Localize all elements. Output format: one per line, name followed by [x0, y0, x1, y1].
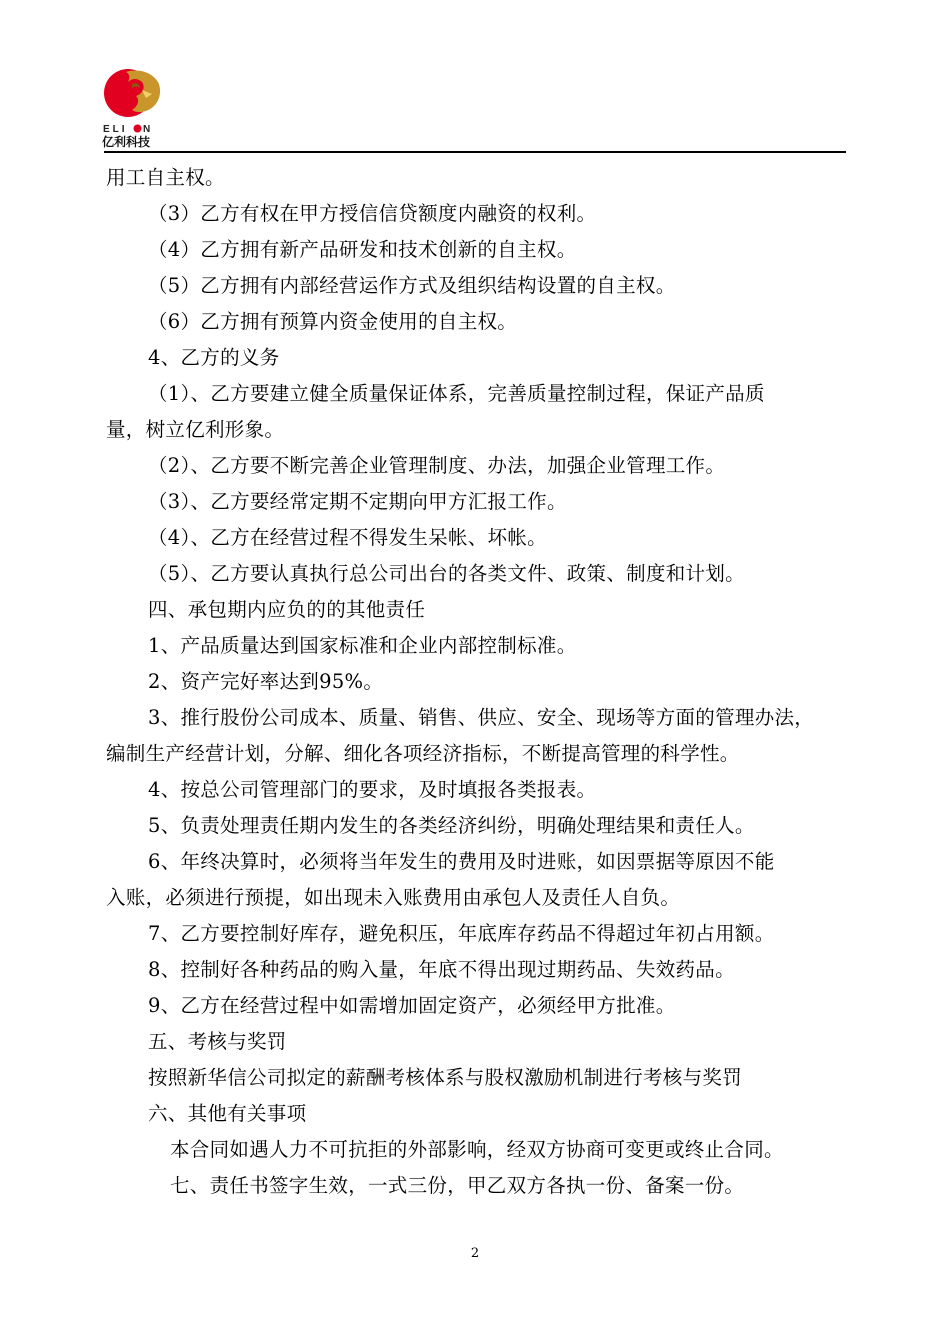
section-heading: 五、考核与奖罚: [148, 1030, 287, 1053]
section-heading: 六、其他有关事项: [148, 1102, 307, 1125]
text-line: 7、乙方要控制好库存，避免积压，年底库存药品不得超过年初占用额。: [148, 922, 775, 945]
text-line: 6、年终决算时，必须将当年发生的费用及时进账，如因票据等原因不能: [148, 850, 775, 873]
text-line: （5）、乙方要认真执行总公司出台的各类文件、政策、制度和计划。: [148, 562, 745, 585]
svg-text:N: N: [143, 124, 151, 135]
text-line: 按照新华信公司拟定的薪酬考核体系与股权激励机制进行考核与奖罚: [148, 1066, 743, 1089]
elion-logo: [102, 60, 164, 150]
text-line: （5）乙方拥有内部经营运作方式及组织结构设置的自主权。: [148, 274, 676, 297]
section-heading: 4、乙方的义务: [148, 346, 280, 369]
text-line: 3、推行股份公司成本、质量、销售、供应、安全、现场等方面的管理办法，: [148, 706, 815, 729]
text-line: （1）、乙方要建立健全质量保证体系，完善质量控制过程，保证产品质: [148, 382, 765, 405]
text-line: 七、责任书签字生效，一式三份，甲乙双方各执一份、备案一份。: [170, 1174, 745, 1197]
text-line: （3）乙方有权在甲方授信信贷额度内融资的权利。: [148, 202, 597, 225]
svg-text:亿利科技: 亿利科技: [102, 135, 151, 149]
page-header: [100, 60, 846, 152]
text-line: （3）、乙方要经常定期不定期向甲方汇报工作。: [148, 490, 567, 513]
text-line: 编制生产经营计划，分解、细化各项经济指标，不断提高管理的科学性。: [106, 742, 740, 765]
text-line: （6）乙方拥有预算内资金使用的自主权。: [148, 310, 518, 333]
text-line: 量，树立亿利形象。: [106, 418, 285, 441]
header-rule: [104, 151, 846, 153]
text-line: （2）、乙方要不断完善企业管理制度、办法，加强企业管理工作。: [148, 454, 726, 477]
text-line: 用工自主权。: [106, 166, 225, 189]
text-line: 9、乙方在经营过程中如需增加固定资产，必须经甲方批准。: [148, 994, 676, 1017]
text-line: 8、控制好各种药品的购入量，年底不得出现过期药品、失效药品。: [148, 958, 735, 981]
text-line: （4）乙方拥有新产品研发和技术创新的自主权。: [148, 238, 577, 261]
text-line: 入账，必须进行预提，如出现未入账费用由承包人及责任人自负。: [106, 886, 681, 909]
text-line: 1、产品质量达到国家标准和企业内部控制标准。: [148, 634, 577, 657]
text-line: 本合同如遇人力不可抗拒的外部影响，经双方协商可变更或终止合同。: [170, 1138, 784, 1161]
text-line: 5、负责处理责任期内发生的各类经济纠纷，明确处理结果和责任人。: [148, 814, 755, 837]
text-line: 2、资产完好率达到95%。: [148, 670, 384, 693]
page-number: 2: [470, 1246, 480, 1261]
section-heading: 四、承包期内应负的的其他责任: [148, 598, 426, 621]
text-line: （4）、乙方在经营过程不得发生呆帐、坏帐。: [148, 526, 547, 549]
svg-text:ELI: ELI: [103, 124, 128, 135]
text-line: 4、按总公司管理部门的要求，及时填报各类报表。: [148, 778, 597, 801]
